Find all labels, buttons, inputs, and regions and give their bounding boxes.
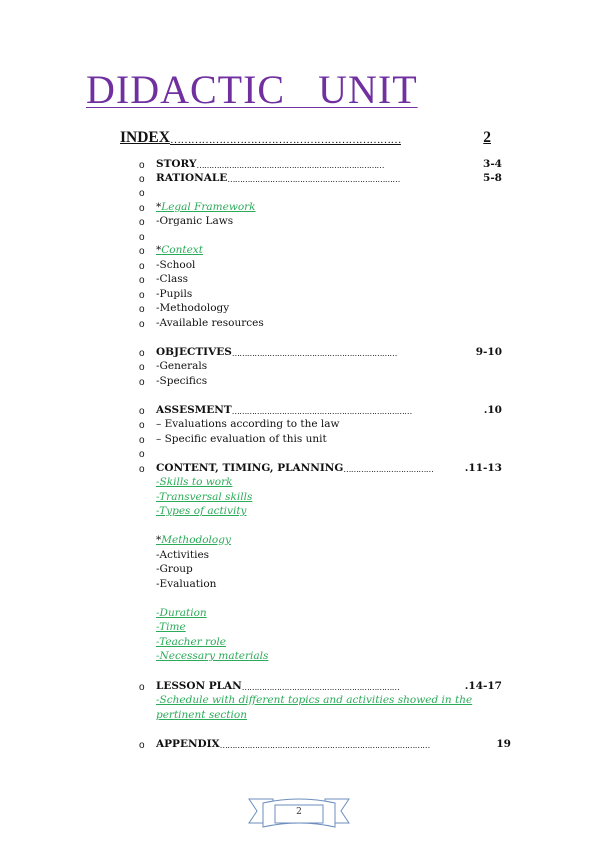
list-item: -Available resources	[156, 317, 264, 329]
page-number: 2	[296, 807, 302, 817]
list-item: -Pupils	[156, 288, 193, 300]
list-item: -Activities	[156, 549, 210, 561]
bullet: o	[139, 682, 145, 693]
toc-dots: …………………………………………………………	[231, 349, 397, 358]
index-page: 2	[483, 129, 491, 146]
bullet: o	[139, 406, 145, 417]
bullet: o	[139, 246, 145, 257]
bullet: o	[139, 174, 145, 185]
bullet: o	[139, 275, 145, 286]
subsection-legal-framework[interactable]	[156, 200, 256, 215]
bullet: o	[139, 449, 145, 460]
toc-entry-assesment[interactable]	[156, 403, 502, 418]
bullet: o	[139, 319, 145, 330]
toc-entry-objectives[interactable]	[156, 345, 502, 360]
bullet: o	[139, 435, 145, 446]
toc-dots: ……………………………………………………………	[227, 175, 400, 184]
asterisk: *	[156, 534, 162, 546]
toc-label: RATIONALE	[156, 172, 228, 184]
toc-dots: ………………………………	[343, 465, 434, 474]
index-dots: …………………………………………………………	[169, 134, 401, 146]
toc-label: OBJECTIVES	[156, 346, 232, 358]
toc-entry-story[interactable]	[156, 157, 502, 172]
list-item: – Specific evaluation of this unit	[156, 433, 327, 445]
list-item: -Generals	[156, 360, 208, 372]
bullet: o	[139, 464, 145, 475]
link-skills-to-work[interactable]: -Skills to work	[156, 476, 233, 488]
link-transversal-skills[interactable]: -Transversal skills	[156, 491, 253, 503]
link-time[interactable]: -Time	[156, 621, 186, 633]
link-schedule[interactable]: -Schedule with different topics and activities showed in the pertinent section	[156, 694, 473, 721]
bullet: o	[139, 348, 145, 359]
toc-page: .10	[483, 404, 502, 416]
toc-page: .11-13	[464, 462, 502, 474]
toc-label: ASSESMENT	[156, 404, 232, 416]
toc-entry-rationale[interactable]	[156, 171, 502, 186]
bullet: o	[139, 217, 145, 228]
toc-page: 5-8	[483, 172, 502, 184]
page-footer	[247, 797, 351, 829]
toc-page: 3-4	[483, 158, 502, 170]
index-heading	[120, 129, 491, 147]
subsection-methodology[interactable]	[156, 533, 231, 548]
toc-page: 19	[496, 738, 511, 750]
bullet: o	[139, 362, 145, 373]
bullet: o	[139, 261, 145, 272]
link-teacher-role[interactable]: -Teacher role	[156, 636, 226, 648]
subsection-label: Legal Framework	[161, 201, 256, 213]
toc-page: .14-17	[464, 680, 502, 692]
subsection-context[interactable]	[156, 243, 203, 258]
bullet: o	[139, 160, 145, 171]
toc-label: LESSON PLAN	[156, 680, 242, 692]
list-item: -Methodology	[156, 302, 230, 314]
link-duration[interactable]: -Duration	[156, 607, 207, 619]
toc-label: APPENDIX	[156, 738, 220, 750]
toc-dots: ………………………………………………………………	[231, 407, 412, 416]
bullet: o	[139, 420, 145, 431]
page-title: DIDACTIC UNIT	[86, 67, 418, 112]
bullet: o	[139, 290, 145, 301]
toc-dots: ………………………………………………………	[241, 683, 400, 692]
list-item: -Organic Laws	[156, 215, 234, 227]
toc-entry-appendix[interactable]	[156, 737, 511, 752]
toc-dots: …………………………………………………………………	[196, 161, 384, 170]
index-label: INDEX	[120, 129, 170, 146]
toc-entry-content[interactable]	[156, 461, 502, 476]
bullet: o	[139, 304, 145, 315]
bullet: o	[139, 188, 145, 199]
toc-dots: …………………………………………………………………………	[219, 741, 430, 750]
bullet: o	[139, 232, 145, 243]
list-item: -School	[156, 259, 196, 271]
subsection-label: Methodology	[161, 534, 231, 546]
asterisk: *	[156, 244, 162, 256]
link-types-of-activity[interactable]: -Types of activity	[156, 505, 247, 517]
bullet: o	[139, 740, 145, 751]
toc-entry-lesson-plan[interactable]	[156, 679, 502, 694]
toc-label: STORY	[156, 158, 197, 170]
bullet: o	[139, 203, 145, 214]
asterisk: *	[156, 201, 162, 213]
link-necessary-materials[interactable]: -Necessary materials	[156, 650, 269, 662]
list-item: -Specifics	[156, 375, 208, 387]
list-item: -Group	[156, 563, 193, 575]
list-item: – Evaluations according to the law	[156, 418, 340, 430]
list-item: -Class	[156, 273, 188, 285]
list-item: -Evaluation	[156, 578, 217, 590]
bullet: o	[139, 377, 145, 388]
toc-label: CONTENT, TIMING, PLANNING	[156, 462, 344, 474]
subsection-label: Context	[161, 244, 203, 256]
toc-page: 9-10	[475, 346, 502, 358]
